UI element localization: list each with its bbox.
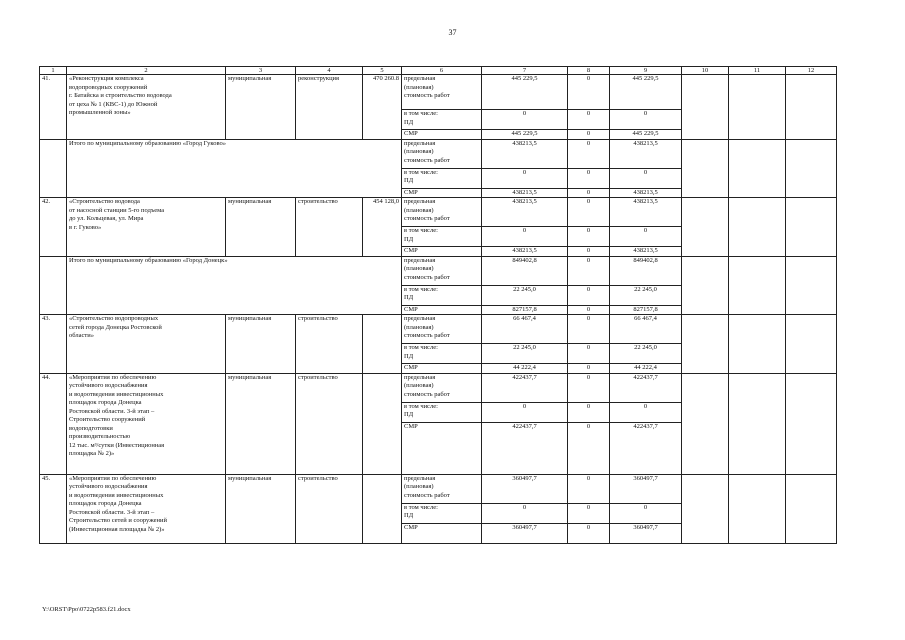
col-header: 3 [226,67,296,75]
pd-label: в том числе: ПД [402,503,482,523]
ownership: муниципальная [226,474,296,543]
value-col9: 66 467,4 [610,315,682,344]
col-header: 5 [363,67,402,75]
value-col8: 0 [568,247,610,257]
value-col9: 849402,8 [610,256,682,285]
value-col8: 0 [568,315,610,344]
value-col8: 0 [568,305,610,315]
work-type: строительство [296,373,363,474]
object-name: «Реконструкция комплекса водопроводных сооружений г. Батайска и строительство водовода от цеха № 1 (КВС-1) до Южной промышленной зоны» [67,75,226,140]
ownership: муниципальная [226,373,296,474]
pd-label: в том числе: ПД [402,110,482,130]
value-col8: 0 [568,168,610,188]
capacity: 454 128,0 [363,198,402,257]
cost-label: предельная (плановая) стоимость работ [402,75,482,110]
value-col7: 422437,7 [482,422,568,474]
table-row [40,373,837,402]
value-col8: 0 [568,474,610,503]
column-number-row [40,67,837,75]
cost-label: предельная (плановая) стоимость работ [402,198,482,227]
value-col9: 438213,5 [610,188,682,198]
table-row [40,139,837,168]
value-col7: 0 [482,227,568,247]
value-col8: 0 [568,130,610,140]
table-row [40,75,837,110]
cost-label: предельная (плановая) стоимость работ [402,315,482,344]
value-col7: 445 229,5 [482,75,568,110]
col-header: 11 [729,67,786,75]
value-col9: 438213,5 [610,247,682,257]
value-col7: 0 [482,503,568,523]
value-col8: 0 [568,422,610,474]
col-header: 2 [67,67,226,75]
smr-label: СМР [402,130,482,140]
value-col7: 827157,8 [482,305,568,315]
smr-label: СМР [402,364,482,374]
row-number: 45. [40,474,67,543]
cost-label: предельная (плановая) стоимость работ [402,474,482,503]
value-col8: 0 [568,364,610,374]
pd-label: в том числе: ПД [402,344,482,364]
value-col9: 0 [610,503,682,523]
row-number: 43. [40,315,67,374]
table-row [40,474,837,503]
value-col8: 0 [568,503,610,523]
work-type: строительство [296,474,363,543]
value-col8: 0 [568,256,610,285]
value-col7: 0 [482,110,568,130]
table-row [40,256,837,285]
cost-label: предельная (плановая) стоимость работ [402,256,482,285]
value-col7: 22 245,0 [482,344,568,364]
value-col9: 22 245,0 [610,344,682,364]
value-col7: 66 467,4 [482,315,568,344]
value-col7: 445 229,5 [482,130,568,140]
value-col7: 849402,8 [482,256,568,285]
value-col7: 360497,7 [482,474,568,503]
page-number: 37 [448,28,457,37]
smr-label: СМР [402,523,482,543]
object-name: «Мероприятия по обеспечению устойчивого водоснабжения и водоотведения инвестиционных площадок города Донецка Ростовской области. 3-й этап – Строительство сооружений водоподготовки производительностью 12 тыс. м³/сутки (Инвестиционная площадка № 2)» [67,373,226,474]
value-col7: 438213,5 [482,188,568,198]
object-name: «Строительство водопроводных сетей города Донецка Ростовской области» [67,315,226,374]
value-col9: 422437,7 [610,373,682,402]
value-col7: 438213,5 [482,139,568,168]
work-type: строительство [296,315,363,374]
value-col9: 0 [610,110,682,130]
col-header: 9 [610,67,682,75]
value-col9: 360497,7 [610,474,682,503]
ownership: муниципальная [226,75,296,140]
row-number: 41. [40,75,67,140]
value-col7: 0 [482,402,568,422]
subtotal-title: Итого по муниципальному образованию «Город Донецк» [67,256,402,315]
value-col8: 0 [568,198,610,227]
value-col9: 0 [610,402,682,422]
work-type: строительство [296,198,363,257]
col-header: 10 [682,67,729,75]
value-col9: 438213,5 [610,198,682,227]
value-col8: 0 [568,402,610,422]
row-number: 42. [40,198,67,257]
cost-label: предельная (плановая) стоимость работ [402,373,482,402]
value-col8: 0 [568,523,610,543]
value-col7: 0 [482,168,568,188]
value-col9: 445 229,5 [610,130,682,140]
file-path-footer: Y:\ORST\Ppo\0722p583.f21.docx [42,606,131,613]
value-col8: 0 [568,110,610,130]
value-col9: 0 [610,168,682,188]
table-row [40,198,837,227]
value-col7: 438213,5 [482,198,568,227]
value-col9: 438213,5 [610,139,682,168]
value-col9: 0 [610,227,682,247]
ownership: муниципальная [226,315,296,374]
object-name: «Мероприятия по обеспечению устойчивого водоснабжения и водоотведения инвестиционных площадок города Донецка Ростовской области. 3-й этап – Строительство сетей и сооружений (Инвестиционная площадка № 2)» [67,474,226,543]
value-col7: 22 245,0 [482,285,568,305]
value-col9: 22 245,0 [610,285,682,305]
value-col9: 422437,7 [610,422,682,474]
value-col9: 44 222,4 [610,364,682,374]
col-header: 1 [40,67,67,75]
object-name: «Строительство водовода от насосной станции 5-го подъема до ул. Кольцевая, ул. Мира в г. Гуково» [67,198,226,257]
investment-table [39,66,837,544]
value-col8: 0 [568,285,610,305]
value-col8: 0 [568,139,610,168]
smr-label: СМР [402,188,482,198]
pd-label: в том числе: ПД [402,168,482,188]
value-col7: 360497,7 [482,523,568,543]
capacity: 470 260.8 [363,75,402,140]
value-col8: 0 [568,373,610,402]
col-header: 8 [568,67,610,75]
col-header: 12 [786,67,837,75]
value-col9: 445 229,5 [610,75,682,110]
pd-label: в том числе: ПД [402,227,482,247]
value-col8: 0 [568,227,610,247]
row-number: 44. [40,373,67,474]
smr-label: СМР [402,422,482,474]
value-col8: 0 [568,344,610,364]
ownership: муниципальная [226,198,296,257]
table-row [40,315,837,344]
subtotal-title: Итого по муниципальному образованию «Город Гуково» [67,139,402,198]
smr-label: СМР [402,247,482,257]
pd-label: в том числе: ПД [402,285,482,305]
col-header: 4 [296,67,363,75]
smr-label: СМР [402,305,482,315]
value-col7: 44 222,4 [482,364,568,374]
value-col8: 0 [568,188,610,198]
value-col8: 0 [568,75,610,110]
cost-label: предельная (плановая) стоимость работ [402,139,482,168]
work-type: реконструкция [296,75,363,140]
value-col9: 360497,7 [610,523,682,543]
value-col9: 827157,8 [610,305,682,315]
pd-label: в том числе: ПД [402,402,482,422]
value-col7: 438213,5 [482,247,568,257]
col-header: 7 [482,67,568,75]
value-col7: 422437,7 [482,373,568,402]
col-header: 6 [402,67,482,75]
